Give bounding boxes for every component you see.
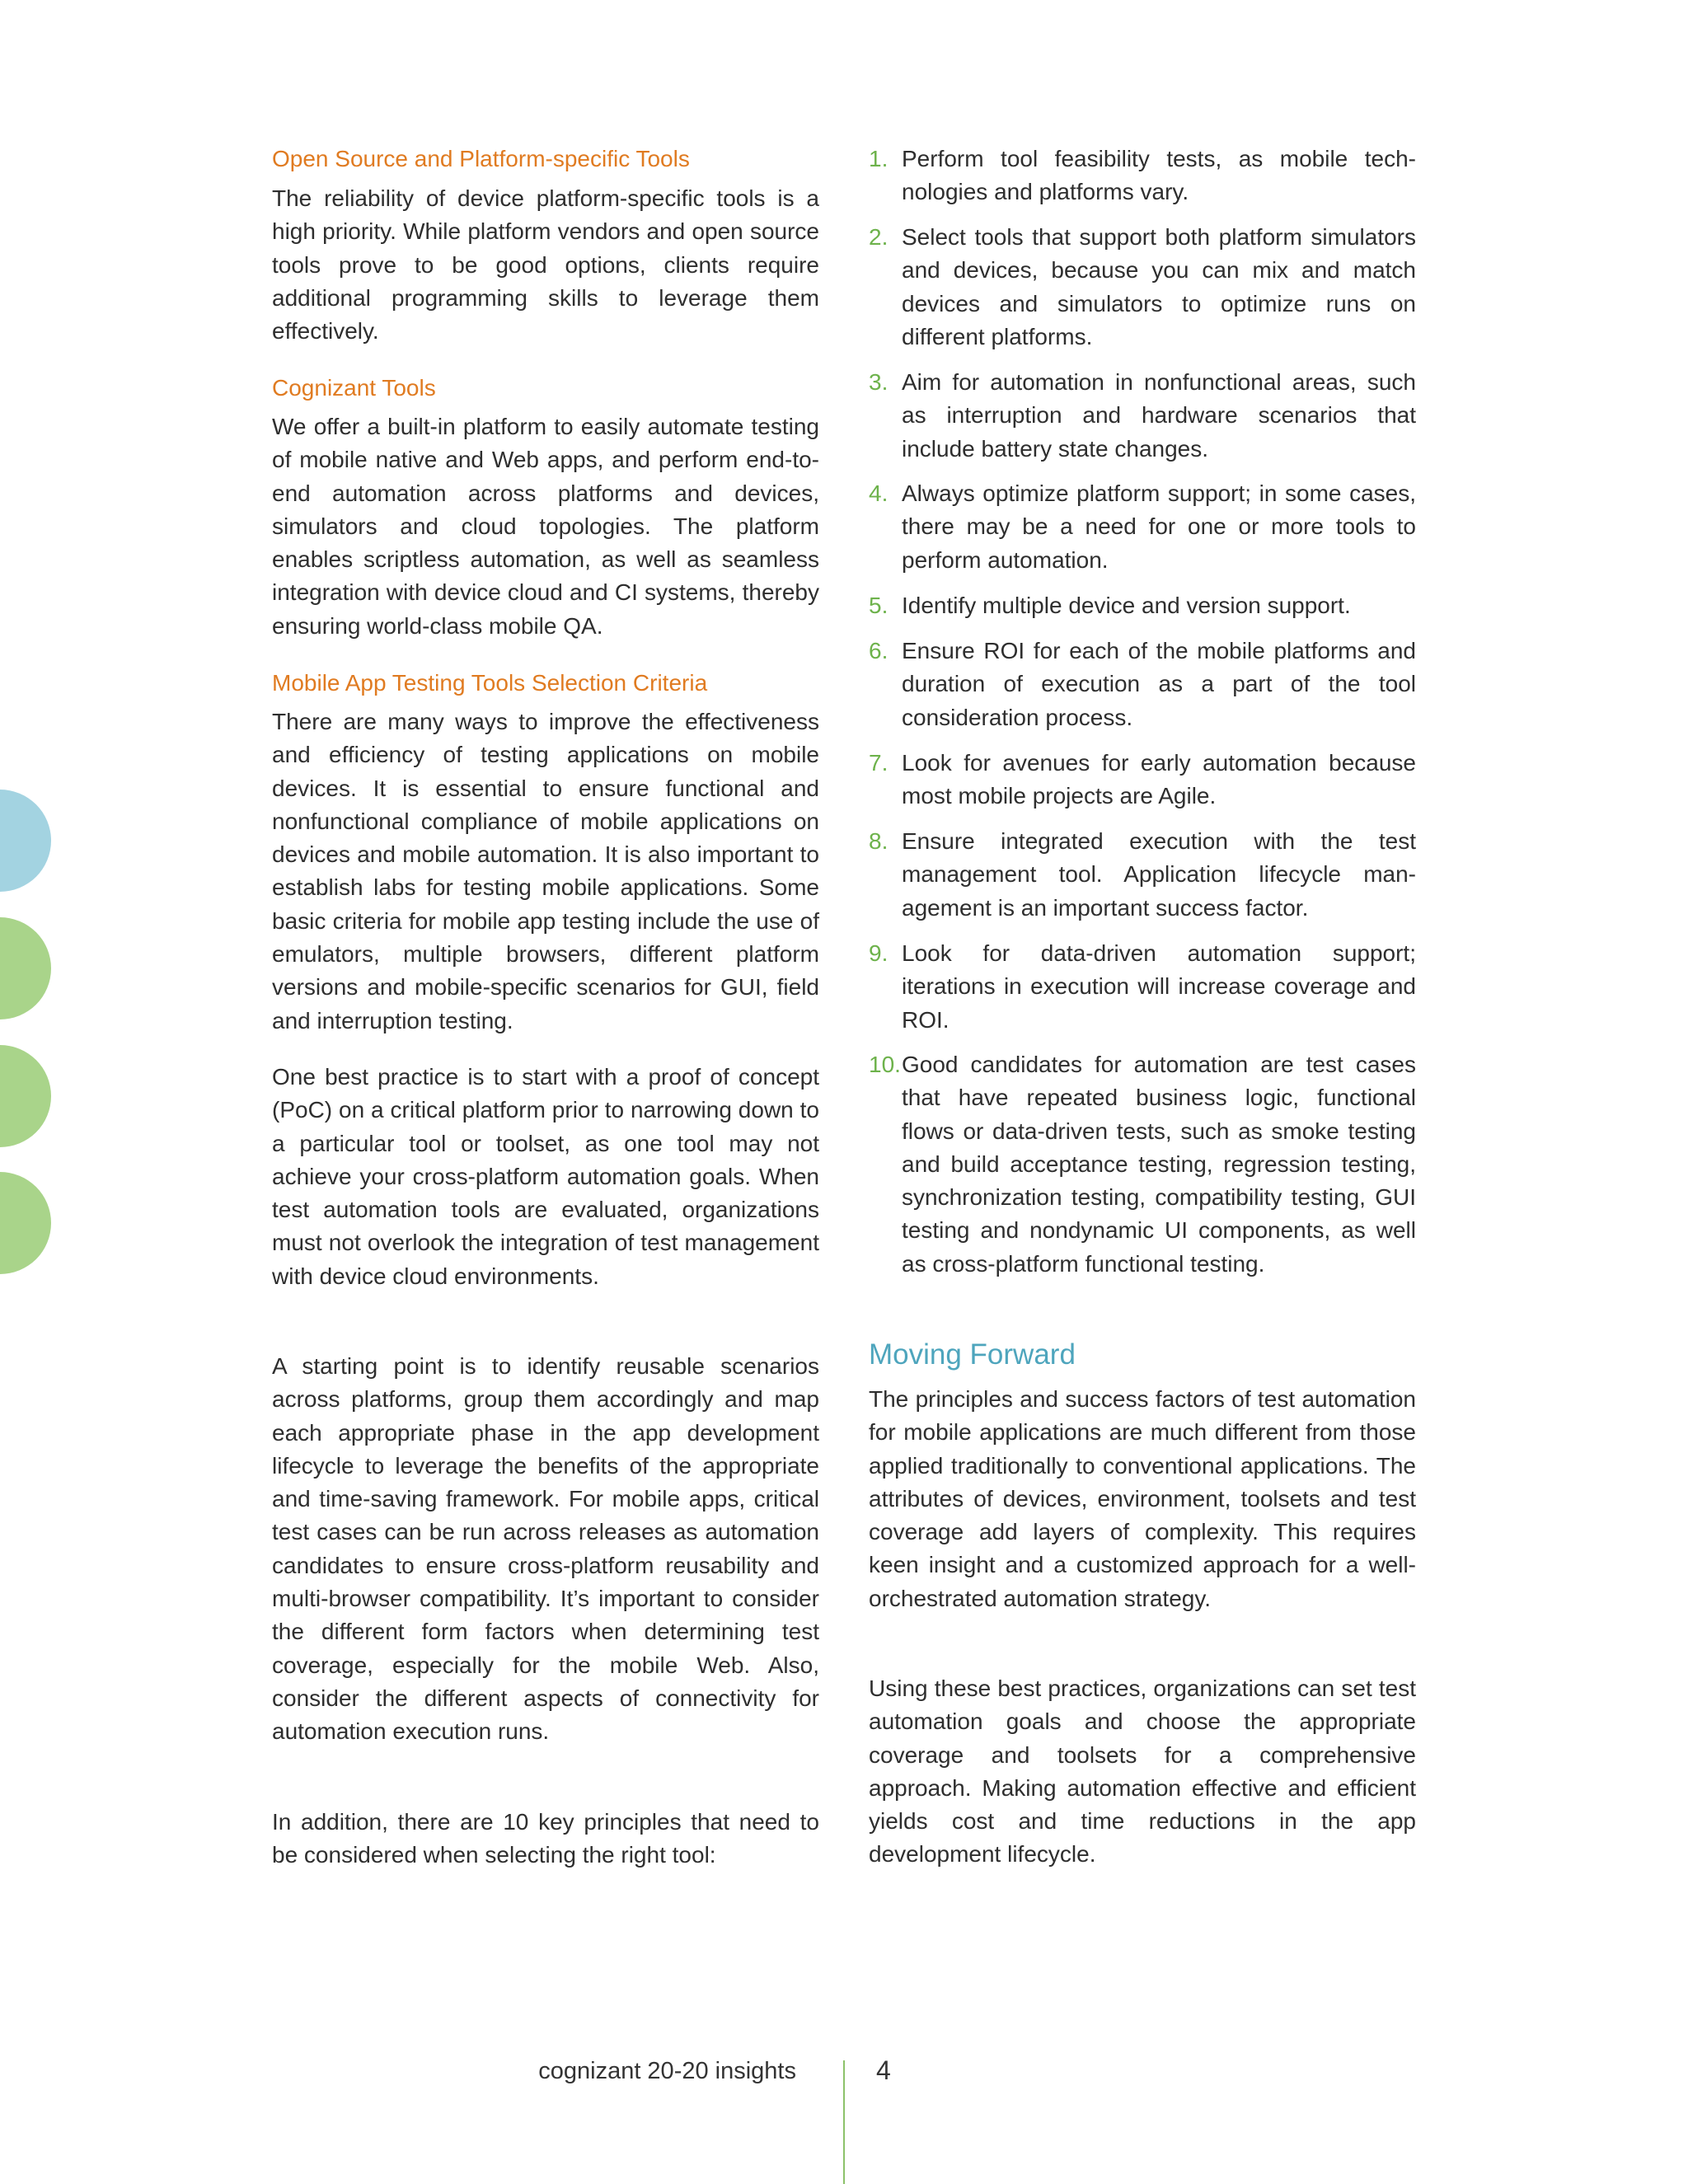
list-number: 4. bbox=[869, 480, 889, 506]
open-source-paragraph: The reliability of device platform-specific tools is a high priority. While platform vendors and open source tools prove to be good options, clients require additional programming skills to leverage them effectively. bbox=[272, 185, 819, 344]
poc-paragraph: One best practice is to start with a proof of concept (PoC) on a critical platform prior to narrowing down to a particular tool or toolset, as one tool may not achieve your cross-platform automation goals. When test automation tools are evaluated, organizations must not overlook the integration of test management with device cloud environments. bbox=[272, 1064, 819, 1289]
list-number: 2. bbox=[869, 224, 889, 250]
list-number: 7. bbox=[869, 750, 889, 776]
publication-name: cognizant 20-20 insights bbox=[538, 2058, 796, 2084]
selection-criteria-heading: Mobile App Testing Tools Selection Criteria bbox=[272, 670, 708, 696]
best-practices-paragraph: Using these best practices, organizations can set test automation goals and choose the appropriate coverage and toolsets for a comprehensive approach. Making automation effective and efficient yields cost and time reductions in the app development lifecycle. bbox=[869, 1675, 1416, 1868]
cognizant-tools-heading: Cognizant Tools bbox=[272, 375, 436, 401]
cognizant-tools-paragraph: We offer a built-in platform to easily automate testing of mobile native and Web apps, and perform end-to-end automation across platforms and devices, simulators and cloud topologies. The platform enables scriptless automation, as well as seamless integration with device cloud and CI systems, thereby ensuring world-class mobile QA. bbox=[272, 414, 819, 639]
decorative-circle-green bbox=[0, 1172, 51, 1274]
list-text: Good candidates for automation are test cases that have repeated business logic, functional flows or data-driven tests, such as smoke testing and build acceptance testing, regression testing, synchronization testing, compatibility testing, GUI testing and nondynamic UI components, as well as cross-platform functional testing. bbox=[902, 1052, 1416, 1277]
selection-criteria-paragraph: There are many ways to improve the effectiveness and efficiency of testing applications on mobile devices. It is essential to ensure functional and nonfunctional compliance of mobile applications on devices and mobile automation. It is also important to establish labs for testing mobile applications. Some basic criteria for mobile app testing include the use of emulators, multiple browsers, different platform versions and mobile-specific scenarios for GUI, field and interruption testing. bbox=[272, 709, 819, 1033]
list-number: 5. bbox=[869, 593, 889, 618]
moving-forward-heading: Moving Forward bbox=[869, 1338, 1076, 1371]
decorative-circle-green bbox=[0, 917, 51, 1019]
list-number: 9. bbox=[869, 940, 889, 966]
list-number: 1. bbox=[869, 146, 889, 171]
starting-point-paragraph: A starting point is to identify reusable scenarios across platforms, group them accordingly and map each appropriate phase in the app development lifecycle to leverage the benefits of the appropriate and time-saving framework. For mobile apps, critical test cases can be run across releases as automation candidates to ensure cross-platform reusability and multi-browser compatibility. It’s important to consider the different form factors when determining test coverage, especially for the mobile Web. Also, consider the different aspects of connectivity for automation execution runs. bbox=[272, 1353, 819, 1745]
list-number: 3. bbox=[869, 369, 889, 395]
list-text: Ensure integrated execution with the test management tool. Application lifecycle management is an important success factor. bbox=[902, 828, 1416, 921]
list-text: Look for data-driven automation support; iterations in execution will increase coverage and ROI. bbox=[902, 940, 1416, 1033]
list-item bbox=[869, 825, 1416, 925]
key-principles-intro: In addition, there are 10 key principles that need to be considered when selecting the right tool: bbox=[272, 1809, 819, 1868]
list-item bbox=[869, 221, 1416, 354]
decorative-circle-green bbox=[0, 1045, 51, 1147]
list-item bbox=[869, 477, 1416, 577]
list-number: 10. bbox=[869, 1052, 901, 1077]
list-item bbox=[869, 635, 1416, 734]
page-number: 4 bbox=[876, 2055, 891, 2085]
list-text: Select tools that support both platform simulators and devices, because you can mix and match devices and simulators to optimize runs on different platforms. bbox=[902, 224, 1416, 349]
list-item bbox=[869, 366, 1416, 466]
list-number: 6. bbox=[869, 638, 889, 663]
open-source-heading: Open Source and Platform-specific Tools bbox=[272, 146, 690, 171]
list-text: Ensure ROI for each of the mobile platforms and duration of execution as a part of the tool consideration process. bbox=[902, 638, 1416, 730]
decorative-circle-blue bbox=[0, 790, 51, 892]
moving-forward-paragraph: The principles and success factors of test automation for mobile applications are much different from those applied traditionally to conventional applications. The attributes of devices, environment, toolsets and test coverage add layers of complexity. This requires keen insight and a customized approach for a well-orchestrated automation strategy. bbox=[869, 1386, 1416, 1611]
list-item bbox=[869, 937, 1416, 1037]
list-text: Always optimize platform support; in some cases, there may be a need for one or more tools to perform automation. bbox=[902, 480, 1416, 573]
list-text: Perform tool feasibility tests, as mobile technologies and platforms vary. bbox=[902, 146, 1416, 205]
list-text: Aim for automation in nonfunctional areas, such as interruption and hardware scenarios that include battery state changes. bbox=[902, 369, 1416, 462]
footer-divider bbox=[843, 2060, 845, 2184]
list-text: Identify multiple device and version support. bbox=[902, 593, 1351, 618]
list-number: 8. bbox=[869, 828, 889, 854]
list-item bbox=[869, 143, 1416, 209]
list-item bbox=[869, 1048, 1416, 1281]
list-item bbox=[869, 589, 1416, 622]
list-text: Look for avenues for early automation because most mobile projects are Agile. bbox=[902, 750, 1416, 809]
list-item bbox=[869, 747, 1416, 813]
